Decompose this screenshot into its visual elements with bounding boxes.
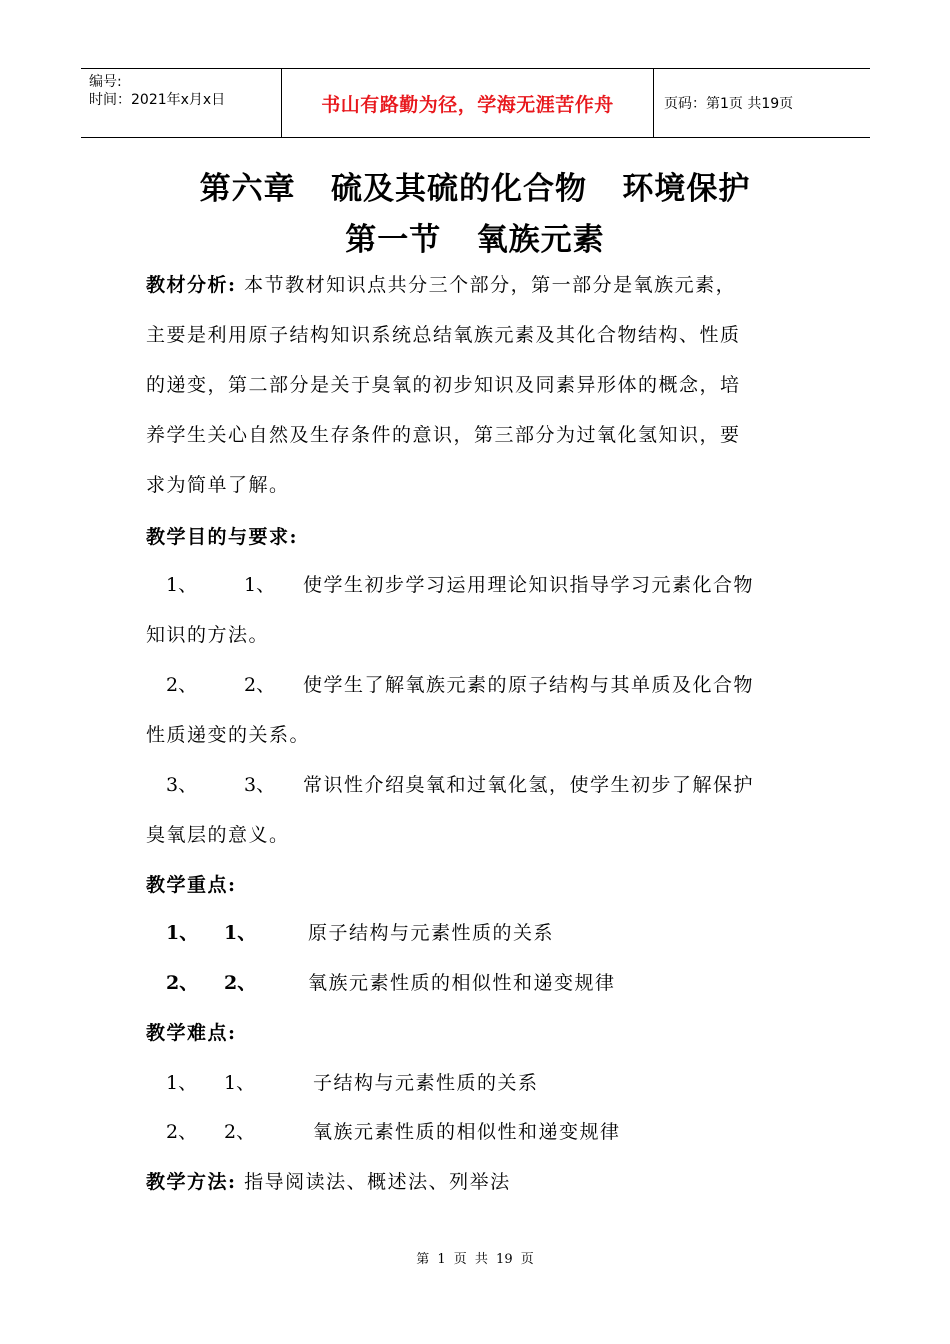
key-point-1-text: 原子结构与元素性质的关系: [308, 922, 555, 944]
methods-label: 教学方法:: [146, 1171, 237, 1193]
analysis-line-5: 求为简单了解。: [146, 474, 290, 496]
goal-3-num-a: 3、: [166, 774, 198, 796]
goals-label: 教学目的与要求:: [146, 526, 299, 548]
header-meta: [81, 69, 281, 137]
analysis-label: 教材分析:: [146, 274, 237, 296]
key-point-1-num-a: 1、: [166, 922, 199, 944]
goal-2-num-a: 2、: [166, 674, 198, 696]
goal-1-num-a: 1、: [166, 574, 198, 596]
analysis-line-4: 养学生关心自然及生存条件的意识，第三部分为过氧化氢知识，要: [146, 424, 741, 446]
goal-1-line-1: 使学生初步学习运用理论知识指导学习元素化合物: [303, 574, 755, 596]
key-point-1-num-b: 1、: [224, 922, 257, 944]
key-point-2-text: 氧族元素性质的相似性和递变规律: [308, 972, 616, 994]
goal-2-line-1: 使学生了解氧族元素的原子结构与其单质及化合物: [303, 674, 755, 696]
difficulty-2-num-b: 2、: [224, 1121, 256, 1143]
goal-2-num-b: 2、: [244, 674, 276, 696]
analysis-line-3: 的递变，第二部分是关于臭氧的初步知识及同素异形体的概念，培: [146, 374, 741, 396]
header-page-info: 页码：第1页 共19页: [664, 96, 794, 112]
methods-line: [146, 1167, 511, 1194]
key-point-2-num-a: 2、: [166, 972, 199, 994]
difficulty-2-num-a: 2、: [166, 1121, 198, 1143]
goal-3-num-b: 3、: [244, 774, 276, 796]
difficulty-1-num-b: 1、: [224, 1072, 256, 1094]
section-title: 第一节 氧族元素: [345, 222, 605, 258]
difficulty-2-text: 氧族元素性质的相似性和递变规律: [313, 1121, 621, 1143]
header-motto: 书山有路勤为径，学海无涯苦作舟: [281, 69, 654, 137]
difficulty-1-num-a: 1、: [166, 1072, 198, 1094]
analysis-text-1: 本节教材知识点共分三个部分，第一部分是氧族元素，: [244, 274, 737, 296]
key-point-2-num-b: 2、: [224, 972, 257, 994]
page-footer: 第 1 页 共 19 页: [416, 1252, 534, 1267]
serial-label: 编号:: [89, 74, 122, 90]
difficulties-label: 教学难点:: [146, 1022, 237, 1044]
goal-2-line-2: 性质递变的关系。: [146, 724, 311, 746]
goal-3-line-2: 臭氧层的意义。: [146, 824, 290, 846]
goal-3-line-1: 常识性介绍臭氧和过氧化氢，使学生初步了解保护: [303, 774, 755, 796]
header-table: [81, 68, 870, 138]
chapter-title: 第六章 硫及其硫的化合物 环境保护: [199, 171, 751, 207]
date-line: 时间：2021年x月x日: [89, 92, 226, 108]
key-points-label: 教学重点:: [146, 874, 237, 896]
methods-text: 指导阅读法、概述法、列举法: [244, 1171, 511, 1193]
analysis-line-2: 主要是利用原子结构知识系统总结氧族元素及其化合物结构、性质: [146, 324, 741, 346]
goal-1-num-b: 1、: [244, 574, 276, 596]
difficulty-1-text: 子结构与元素性质的关系: [313, 1072, 539, 1094]
goal-1-line-2: 知识的方法。: [146, 624, 270, 646]
analysis-line-1: [146, 270, 736, 297]
